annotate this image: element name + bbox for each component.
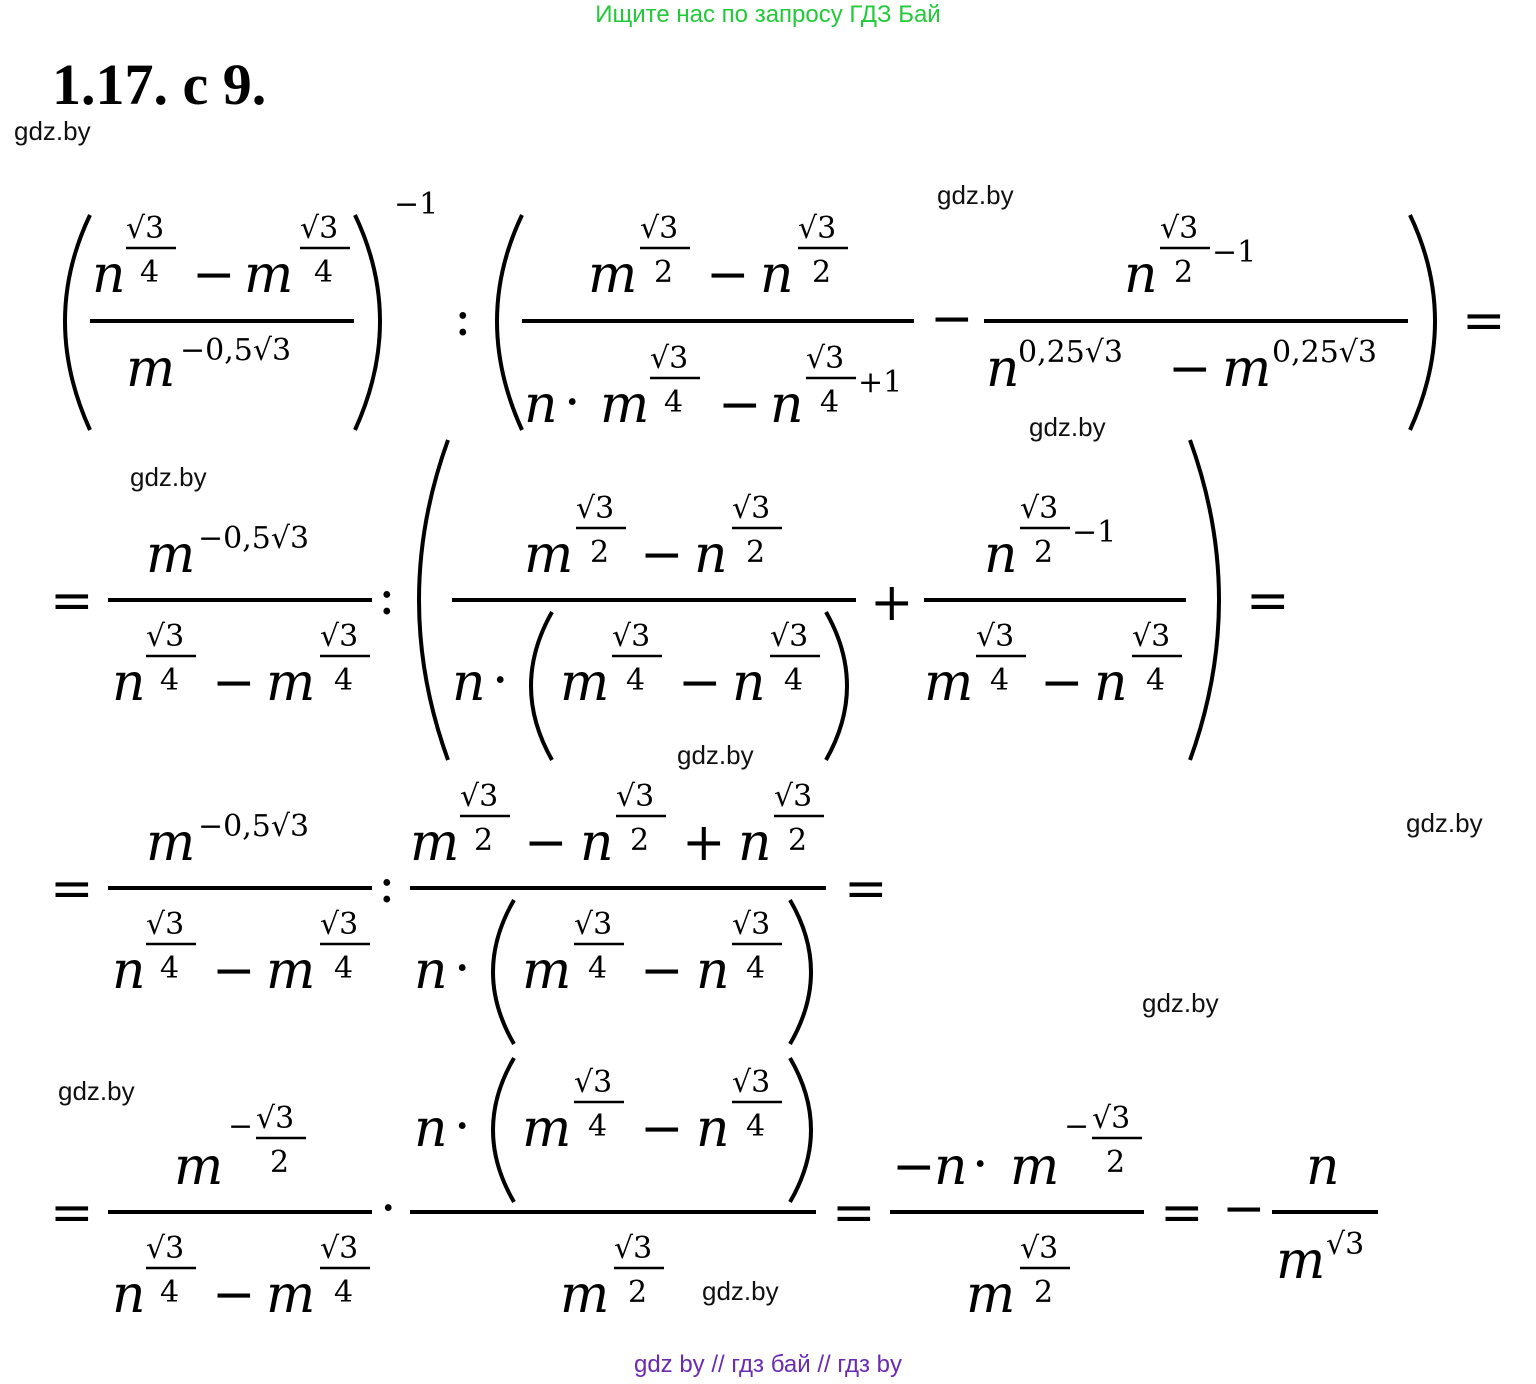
exp-sqrt3: √3 [616,779,655,814]
minus-sign: − [1222,1179,1266,1239]
var-n: n [738,813,772,873]
exp-two: 2 [1034,1275,1054,1310]
exp-sqrt3: √3 [256,1101,295,1136]
minus-sign: − [930,289,974,349]
right-paren [1190,440,1219,760]
exp-four: 4 [746,951,766,986]
exp-sqrt3: √3 [650,341,689,376]
exp-quarter-sqrt3: 0,25√3 [1018,335,1123,370]
exp-sqrt3: √3 [300,211,339,246]
var-n: n [732,653,766,713]
exp-sqrt3: √3 [640,211,679,246]
exp-neg-half-sqrt3: −0,5√3 [198,809,310,844]
var-n: n [112,941,146,1001]
watermark: gdz.by [14,116,91,146]
var-n: n [112,653,146,713]
exp-sqrt3: √3 [1326,1227,1365,1262]
equation-line-3 [50,779,888,1044]
minus-sign: − [1064,1109,1090,1144]
exp-four: 4 [334,663,354,698]
plus-sign: + [682,813,726,873]
var-n: n [580,813,614,873]
exp-two: 2 [1174,255,1194,290]
exp-neg-half-sqrt3: −0,5√3 [180,333,292,368]
var-m: m [600,375,650,435]
exp-four: 4 [626,663,646,698]
var-m: m [522,1099,572,1159]
exp-four: 4 [334,1275,354,1310]
var-m: m [244,245,294,305]
colon: : [454,288,472,348]
var-m: m [174,1137,224,1197]
minus-sign: − [718,375,762,435]
exp-neg-one: −1 [394,187,439,222]
var-n: n [1306,1137,1340,1197]
watermark: gdz.by [1029,412,1106,442]
top-banner: Ищите нас по запросу ГДЗ Бай [595,1,941,28]
exp-sqrt3: √3 [460,779,499,814]
minus-sign: − [1168,339,1212,399]
exp-neg-one: −1 [1072,515,1117,550]
left-paren [497,215,522,430]
exp-two: 2 [812,255,832,290]
exp-four: 4 [664,385,684,420]
var-m: m [146,525,196,585]
equals-sign: = [1246,571,1290,631]
equals-sign: = [832,1183,876,1243]
problem-title: 1.17. с 9. [52,52,267,117]
equals-sign: = [844,859,888,919]
left-paren [419,440,448,760]
exp-four: 4 [334,951,354,986]
exp-sqrt3: √3 [1020,1231,1059,1266]
exp-neg-half-sqrt3: −0,5√3 [198,521,310,556]
var-m: m [1222,339,1272,399]
var-n: n [696,941,730,1001]
exp-four: 4 [160,663,180,698]
exp-four: 4 [140,255,160,290]
exp-sqrt3: √3 [976,619,1015,654]
var-n: n [934,1137,968,1197]
exp-neg-one: −1 [1212,235,1257,270]
exp-sqrt3: √3 [576,491,615,526]
var-m: m [126,339,176,399]
exp-four: 4 [990,663,1010,698]
exp-sqrt3: √3 [574,907,613,942]
colon: : [378,855,396,915]
exp-sqrt3: √3 [146,907,185,942]
footer-links: gdz by // гдз бай // гдз by [633,1351,903,1378]
var-m: m [966,1265,1016,1325]
exp-sqrt3: √3 [1092,1101,1131,1136]
exp-sqrt3: √3 [774,779,813,814]
equation-line-2 [50,440,1290,760]
var-m: m [924,653,974,713]
exp-sqrt3: √3 [732,1065,771,1100]
cdot: · [492,651,509,711]
var-n: n [1124,245,1158,305]
var-n: n [452,653,486,713]
left-paren [65,215,90,430]
exp-quarter-sqrt3: 0,25√3 [1272,335,1377,370]
var-m: m [560,653,610,713]
cdot: · [972,1135,989,1195]
exp-sqrt3: √3 [320,1231,359,1266]
equals-sign: = [50,571,94,631]
equals-sign: = [50,859,94,919]
minus-sign: − [228,1109,254,1144]
var-m: m [522,941,572,1001]
var-n: n [696,1099,730,1159]
var-n: n [760,245,794,305]
cdot: · [454,1097,471,1157]
minus-sign: − [212,1265,256,1325]
exp-four: 4 [746,1109,766,1144]
exp-four: 4 [588,951,608,986]
exp-two: 2 [628,1275,648,1310]
exp-two: 2 [1106,1145,1126,1180]
minus-sign: − [212,941,256,1001]
exp-plus-one: +1 [858,365,903,400]
exp-four: 4 [588,1109,608,1144]
exp-four: 4 [314,255,334,290]
exp-sqrt3: √3 [798,211,837,246]
var-m: m [266,941,316,1001]
var-m: m [524,525,574,585]
var-n: n [984,525,1018,585]
equation-line-1 [65,187,1506,435]
exp-two: 2 [270,1145,290,1180]
exp-two: 2 [590,535,610,570]
equals-sign: = [1160,1183,1204,1243]
exp-sqrt3: √3 [614,1231,653,1266]
var-m: m [588,245,638,305]
minus-sign: − [192,245,236,305]
exp-sqrt3: √3 [1132,619,1171,654]
var-n: n [986,339,1020,399]
exp-sqrt3: √3 [1020,491,1059,526]
minus-sign: − [1040,653,1084,713]
exp-sqrt3: √3 [732,491,771,526]
exp-sqrt3: √3 [732,907,771,942]
exp-four: 4 [160,1275,180,1310]
exp-sqrt3: √3 [1160,211,1199,246]
watermark: gdz.by [677,740,754,770]
cdot: · [454,939,471,999]
minus-sign: − [706,245,750,305]
watermark: gdz.by [1406,808,1483,838]
exp-four: 4 [1146,663,1166,698]
var-m: m [1010,1137,1060,1197]
exp-two: 2 [788,823,808,858]
minus-sign: − [524,813,568,873]
minus-sign: − [678,653,722,713]
exp-two: 2 [630,823,650,858]
exp-sqrt3: √3 [146,619,185,654]
minus-sign: − [640,1099,684,1159]
watermark: gdz.by [702,1276,779,1306]
var-m: m [410,813,460,873]
exp-four: 4 [820,385,840,420]
var-n: n [694,525,728,585]
watermark: gdz.by [130,462,207,492]
var-m: m [266,1265,316,1325]
equals-sign: = [1462,291,1506,351]
exp-sqrt3: √3 [146,1231,185,1266]
var-n: n [414,941,448,1001]
minus-sign: − [892,1137,936,1197]
exp-sqrt3: √3 [770,619,809,654]
equals-sign: = [50,1183,94,1243]
var-n: n [524,375,558,435]
exp-two: 2 [1034,535,1054,570]
exp-two: 2 [746,535,766,570]
watermark: gdz.by [58,1076,135,1106]
exp-sqrt3: √3 [612,619,651,654]
minus-sign: − [212,653,256,713]
minus-sign: − [640,941,684,1001]
exp-two: 2 [654,255,674,290]
exp-sqrt3: √3 [320,907,359,942]
exp-four: 4 [160,951,180,986]
equation-line-4 [50,1058,1378,1325]
exp-two: 2 [474,823,494,858]
watermark: gdz.by [937,180,1014,210]
var-n: n [414,1099,448,1159]
var-m: m [146,813,196,873]
var-n: n [92,245,126,305]
exp-sqrt3: √3 [320,619,359,654]
exp-sqrt3: √3 [126,211,165,246]
colon: : [378,567,396,627]
plus-sign: + [870,573,914,633]
var-m: m [560,1265,610,1325]
exp-sqrt3: √3 [574,1065,613,1100]
minus-sign: − [640,525,684,585]
right-paren [355,215,380,430]
watermark: gdz.by [1142,988,1219,1018]
var-m: m [266,653,316,713]
var-n: n [112,1265,146,1325]
var-n: n [1094,653,1128,713]
exp-sqrt3: √3 [806,341,845,376]
right-paren [1410,215,1435,430]
exp-four: 4 [784,663,804,698]
var-m: m [1276,1231,1326,1291]
var-n: n [770,375,804,435]
cdot: · [380,1179,397,1239]
cdot: · [564,373,581,433]
